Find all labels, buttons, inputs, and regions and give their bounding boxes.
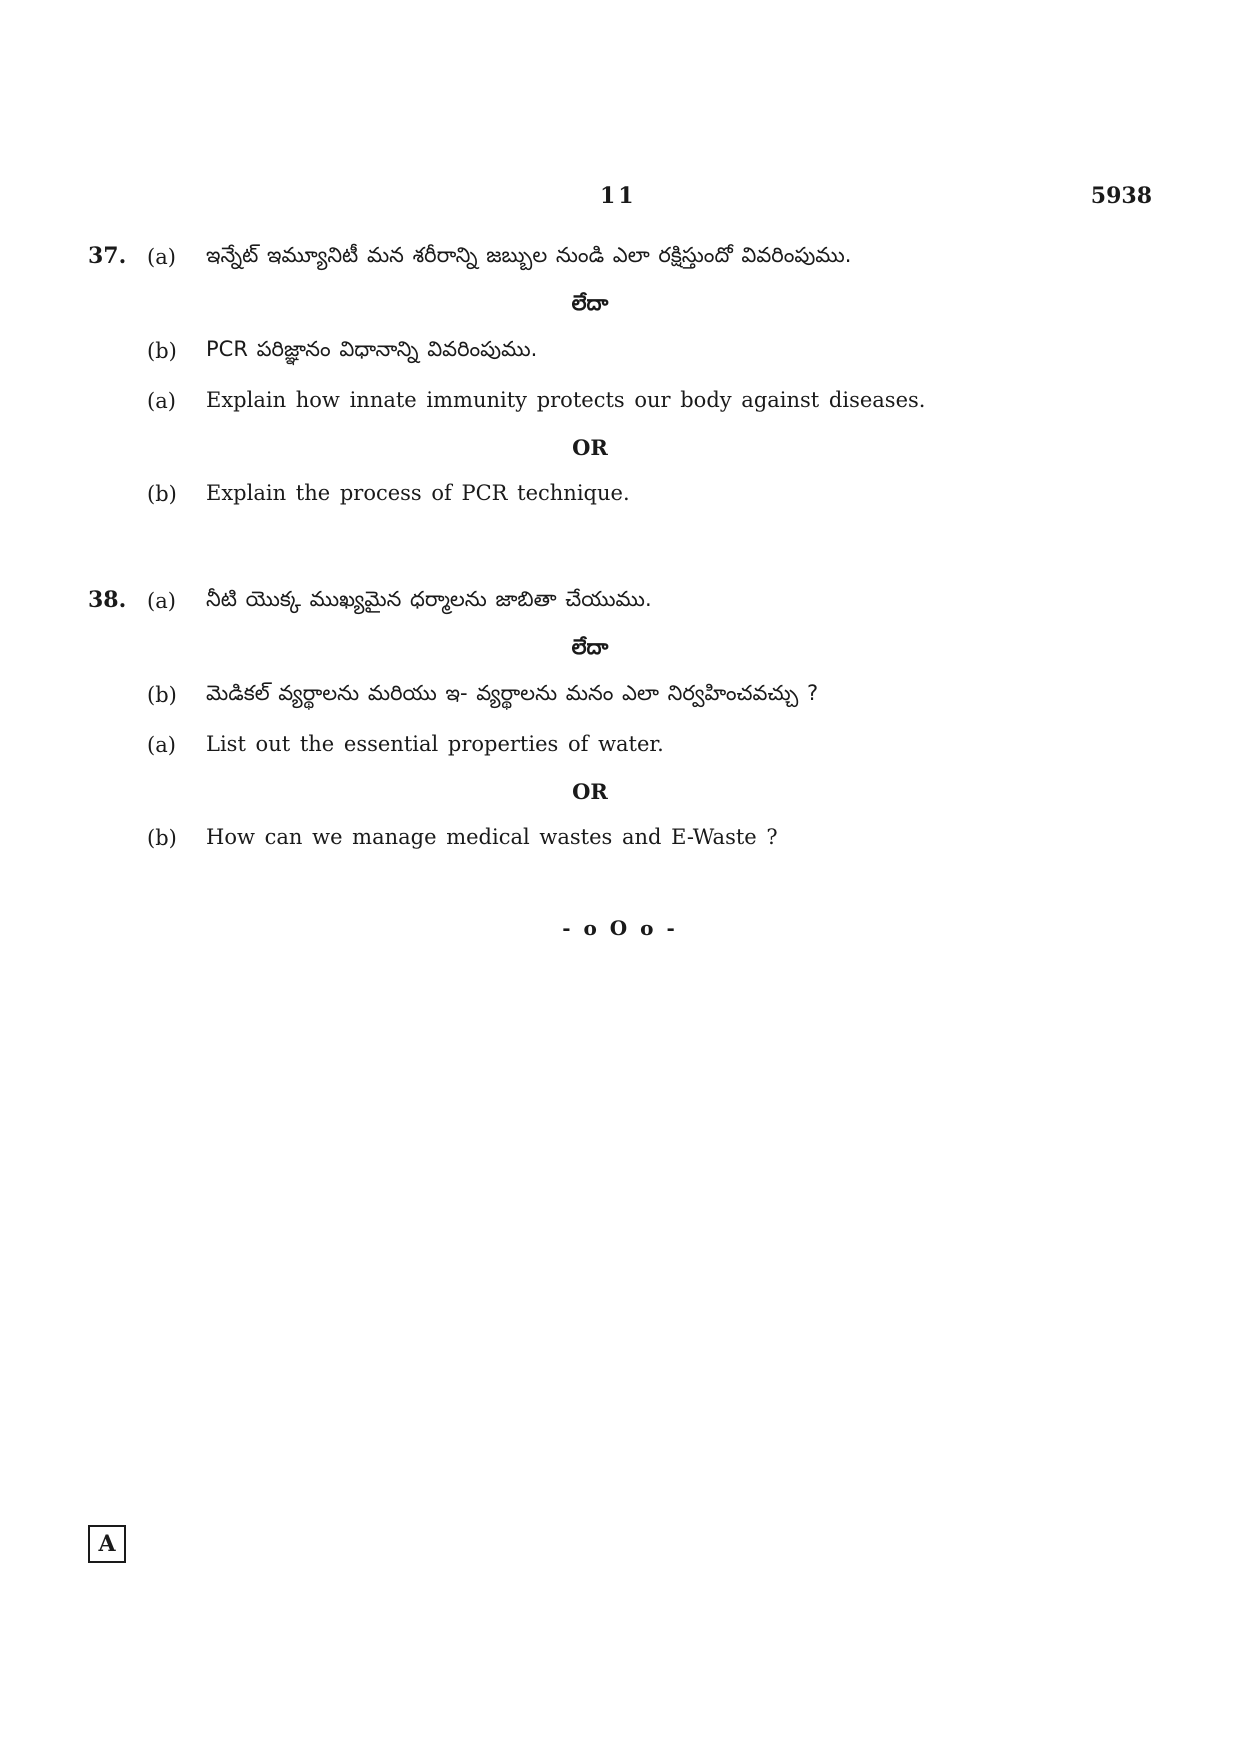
question-text-telugu-b: మెడికల్ వ్యర్థాలను మరియు ఇ- వ్యర్థాలను మనం ఎలా నిర్వహించవచ్చు ?: [206, 681, 819, 705]
question-number: 37.: [88, 243, 127, 269]
question-text-telugu-b: PCR పరిజ్ఞానం విధానాన్ని వివరింపుము.: [206, 337, 538, 361]
end-of-paper-mark: - o O o -: [562, 916, 678, 940]
option-label: (a): [147, 589, 176, 613]
option-label: (a): [147, 733, 176, 757]
option-label: (b): [147, 482, 177, 506]
or-separator: OR: [572, 435, 608, 460]
or-separator-telugu: లేదా: [571, 635, 609, 659]
page-number: 11: [600, 183, 637, 209]
question-text-english-b: Explain the process of PCR technique.: [206, 481, 630, 505]
option-label: (b): [147, 683, 177, 707]
question-text-english-a: Explain how innate immunity protects our body against diseases.: [206, 388, 926, 412]
set-label-box: A: [88, 1525, 126, 1563]
question-text-english-b: How can we manage medical wastes and E-Waste ?: [206, 825, 778, 849]
or-separator-telugu: లేదా: [571, 291, 609, 315]
paper-code: 5938: [1090, 183, 1152, 209]
or-separator: OR: [572, 779, 608, 804]
question-text-telugu-a: ఇన్నేట్ ఇమ్యూనిటీ మన శరీరాన్ని జబ్బుల నుండి ఎలా రక్షిస్తుందో వివరింపుము.: [206, 243, 852, 267]
option-label: (a): [147, 245, 176, 269]
question-text-telugu-a: నీటి యొక్క ముఖ్యమైన ధర్మాలను జాబితా చేయుము.: [206, 587, 652, 611]
question-text-english-a: List out the essential properties of water.: [206, 732, 664, 756]
option-label: (b): [147, 826, 177, 850]
option-label: (a): [147, 389, 176, 413]
question-number: 38.: [88, 587, 127, 613]
option-label: (b): [147, 339, 177, 363]
